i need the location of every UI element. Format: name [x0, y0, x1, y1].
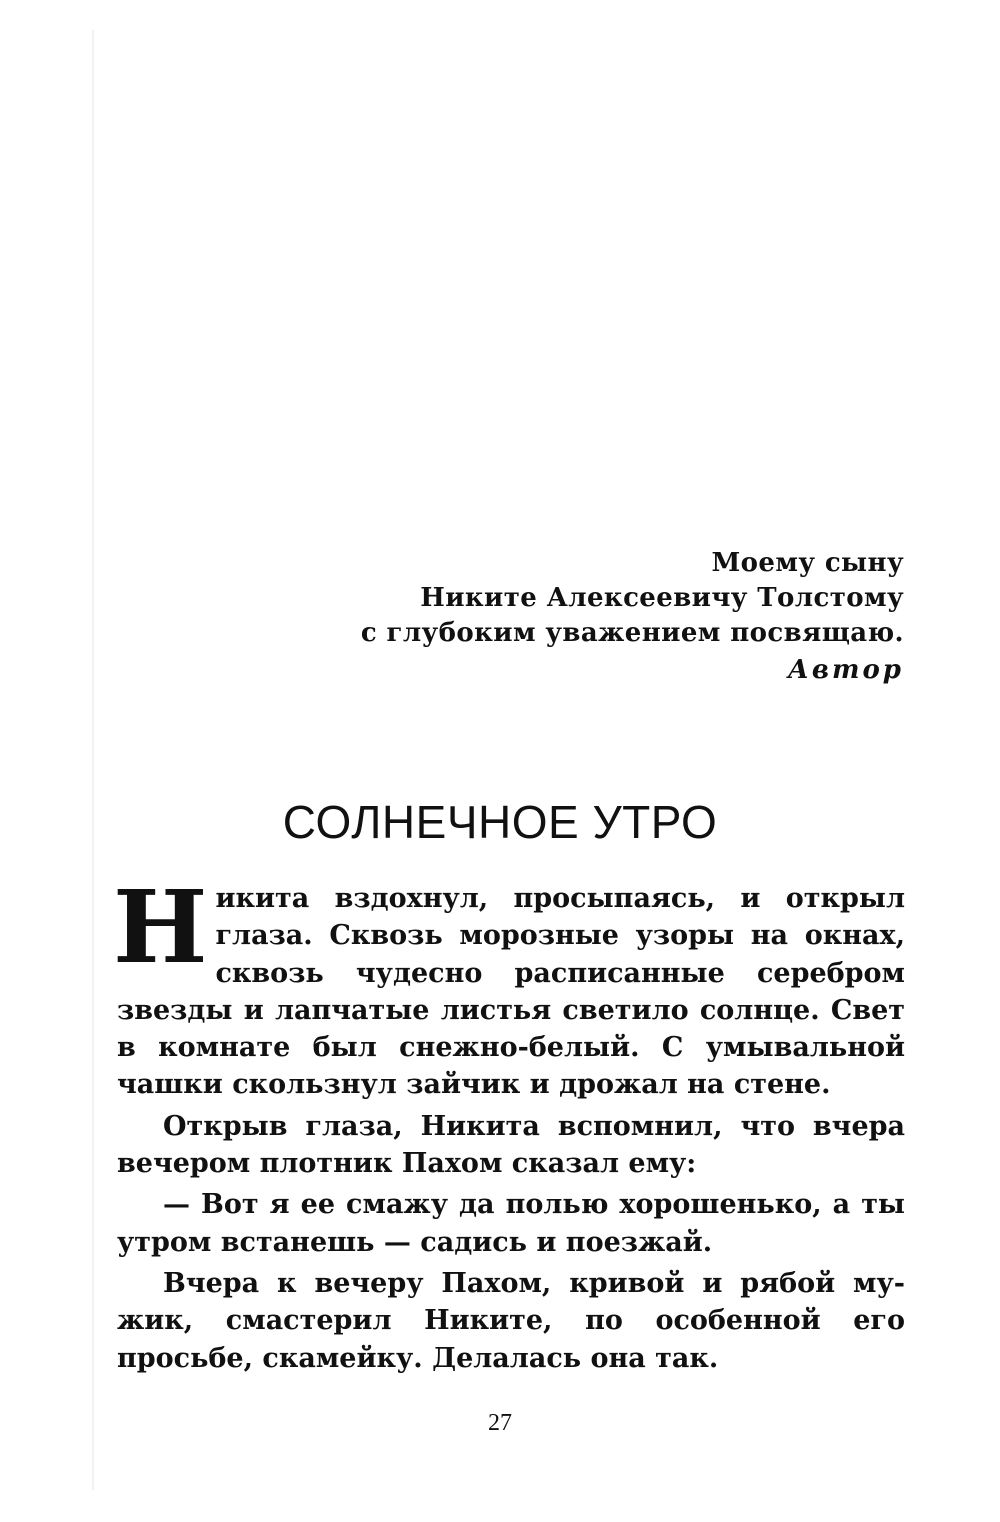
chapter-title: СОЛНЕЧНОЕ УТРО [282, 796, 718, 848]
page-number: 27 [488, 1410, 512, 1436]
dedication [361, 546, 904, 688]
paragraph: — Вот я ее смажу да полью хорошенько, а ты утром встанешь — садись и поезжай. [117, 1189, 905, 1258]
dedication-line: с глубоким уважением посвящаю. [360, 618, 904, 648]
paragraph: Вчера к вечеру Пахом, кривой и рябой мужик, смастерил Никите, по особенной его просьбе, скамейку. Делалась она так. [117, 1267, 905, 1374]
dedication-signature: Автор [787, 655, 904, 685]
page-edge [92, 30, 94, 1490]
drop-cap: Н [113, 868, 208, 986]
paragraph [113, 868, 905, 1104]
dedication-line: Моему сыну [711, 548, 904, 578]
paragraph: Открыв глаза, Никита вспомнил, что вчера вечером плотник Пахом сказал ему: [117, 1110, 905, 1180]
paragraph-text: икита вздохнул, просыпаясь, и открыл глаза. Сквозь морозные узоры на окнах, сквозь чудесно расписанные серебром звезды и лапчатые листья светило солнце. Свет в комнате был снежно-белый. С умывальной чашки скользнул зайчик и дрожал на стене. [117, 883, 905, 1101]
dedication-line: Никите Алексеевичу Толстому [420, 583, 904, 613]
chapter-text [113, 868, 905, 1377]
